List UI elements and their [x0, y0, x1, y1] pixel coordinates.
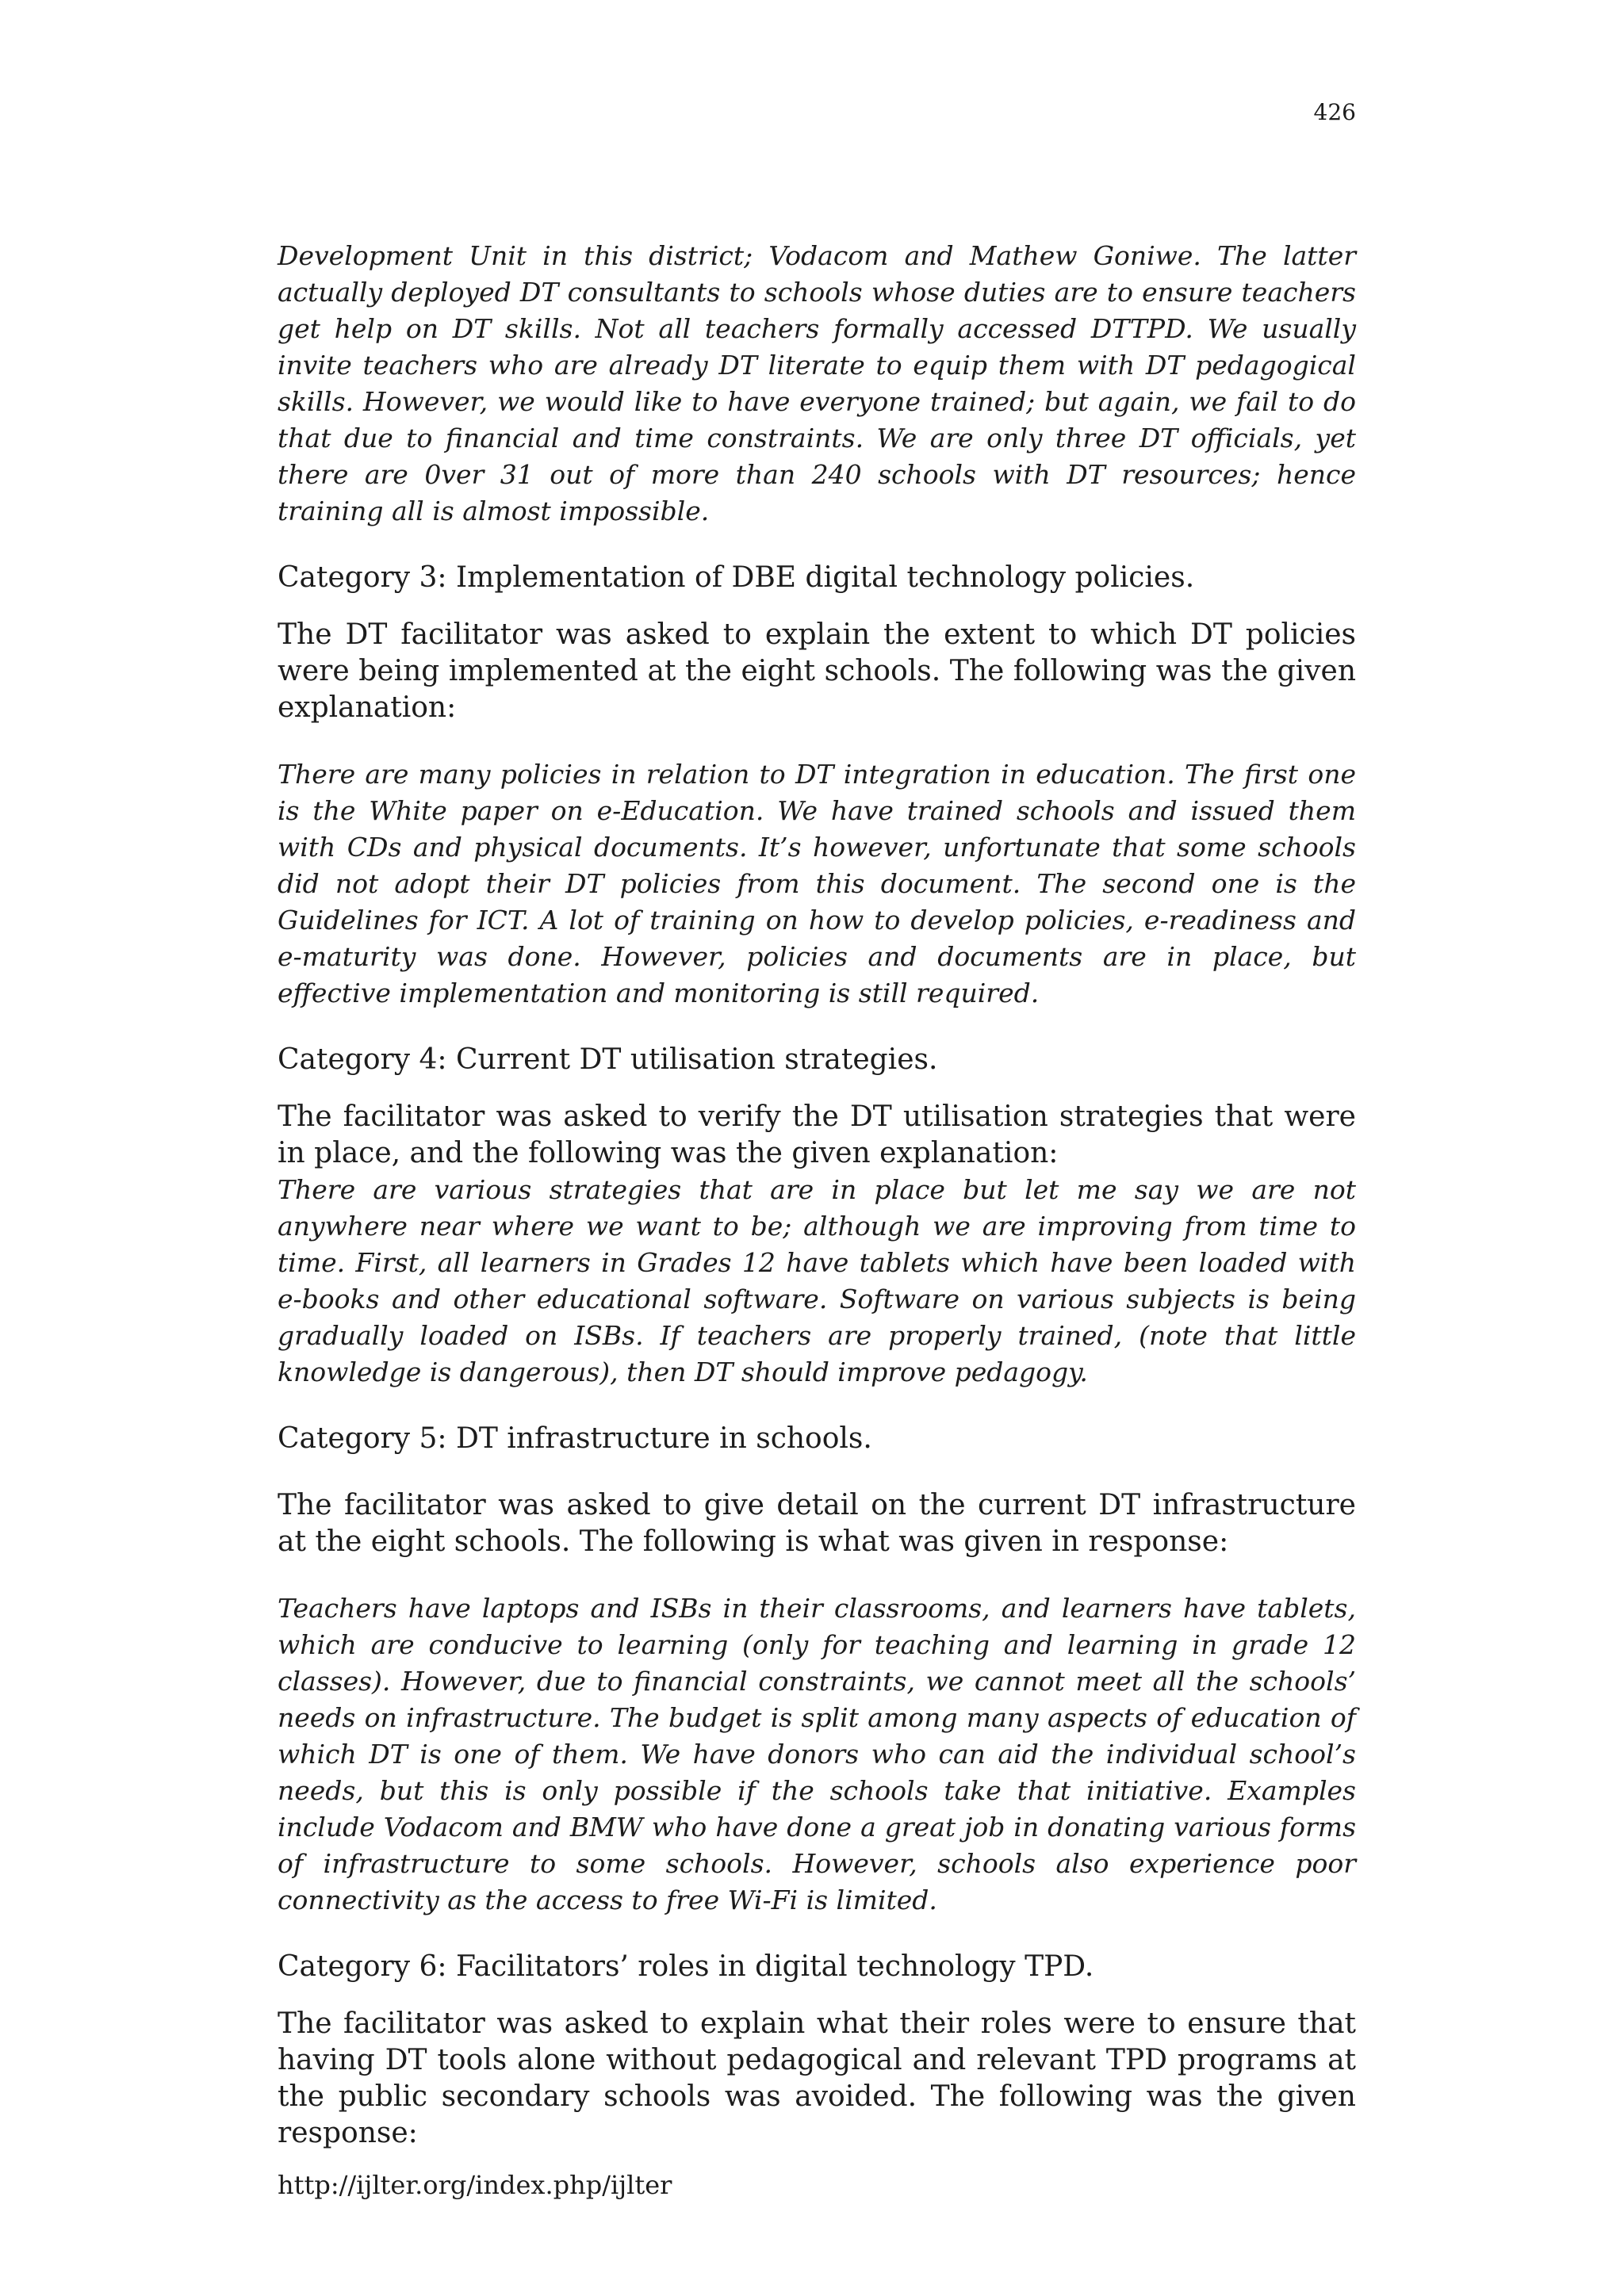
- interview-quote: Development Unit in this district; Vodacom and Mathew Goniwe. The latter actually deployed DT consultants to schools whose duties are to ensure teachers get help on DT skills. Not all teachers formally accessed DTTPD. We usually invite teachers who are already DT literate to equip them with DT pedagogical skills. However, we would like to have everyone trained; but again, we fail to do that due to financial and time constraints. We are only three DT officials, yet there are 0ver 31 out of more than 240 schools with DT resources; hence training all is almost impossible.: [278, 240, 1356, 526]
- interview-quote: There are many policies in relation to DT integration in education. The first one is the White paper on e-Education. We have trained schools and issued them with CDs and physical documents. It’s however, unfortunate that some schools did not adopt their DT policies from this document. The second one is the Guidelines for ICT. A lot of training on how to develop policies, e-readiness and e-maturity was done. However, policies and documents are in place, but effective implementation and monitoring is still required.: [278, 759, 1356, 1008]
- page-content: [278, 238, 1356, 2152]
- category-heading: Category 6: Facilitators’ roles in digital technology TPD.: [278, 1950, 1094, 1983]
- category-heading: Category 3: Implementation of DBE digital technology policies.: [278, 561, 1195, 594]
- journal-url-footer: http://ijlter.org/index.php/ijlter: [278, 2170, 672, 2200]
- body-paragraph: The facilitator was asked to verify the DT utilisation strategies that were in place, and the following was the given explanation:: [278, 1100, 1356, 1169]
- interview-quote: There are various strategies that are in place but let me say we are not anywhere near where we want to be; although we are improving from time to time. First, all learners in Grades 12 have tablets which have been loaded with e-books and other educational software. Software on various subjects is being gradually loaded on ISBs. If teachers are properly trained, (note that little knowledge is dangerous), then DT should improve pedagogy.: [278, 1174, 1356, 1387]
- category-heading: Category 5: DT infrastructure in schools.: [278, 1422, 872, 1455]
- body-paragraph: The facilitator was asked to give detail on the current DT infrastructure at the eight schools. The following is what was given in response:: [278, 1489, 1356, 1558]
- category-heading: Category 4: Current DT utilisation strategies.: [278, 1043, 938, 1076]
- body-paragraph: The facilitator was asked to explain what their roles were to ensure that having DT tools alone without pedagogical and relevant TPD programs at the public secondary schools was avoided. The following was the given response:: [278, 2007, 1356, 2149]
- body-paragraph: The DT facilitator was asked to explain the extent to which DT policies were being implemented at the eight schools. The following was the given explanation:: [278, 618, 1356, 724]
- page-number: 426: [1313, 99, 1356, 125]
- interview-quote: Teachers have laptops and ISBs in their classrooms, and learners have tablets, which are conducive to learning (only for teaching and learning in grade 12 classes). However, due to financial constraints, we cannot meet all the schools’ needs on infrastructure. The budget is split among many aspects of education of which DT is one of them. We have donors who can aid the individual school’s needs, but this is only possible if the schools take that initiative. Examples include Vodacom and BMW who have done a great job in donating various forms of infrastructure to some schools. However, schools also experience poor connectivity as the access to free Wi-Fi is limited.: [278, 1593, 1356, 1915]
